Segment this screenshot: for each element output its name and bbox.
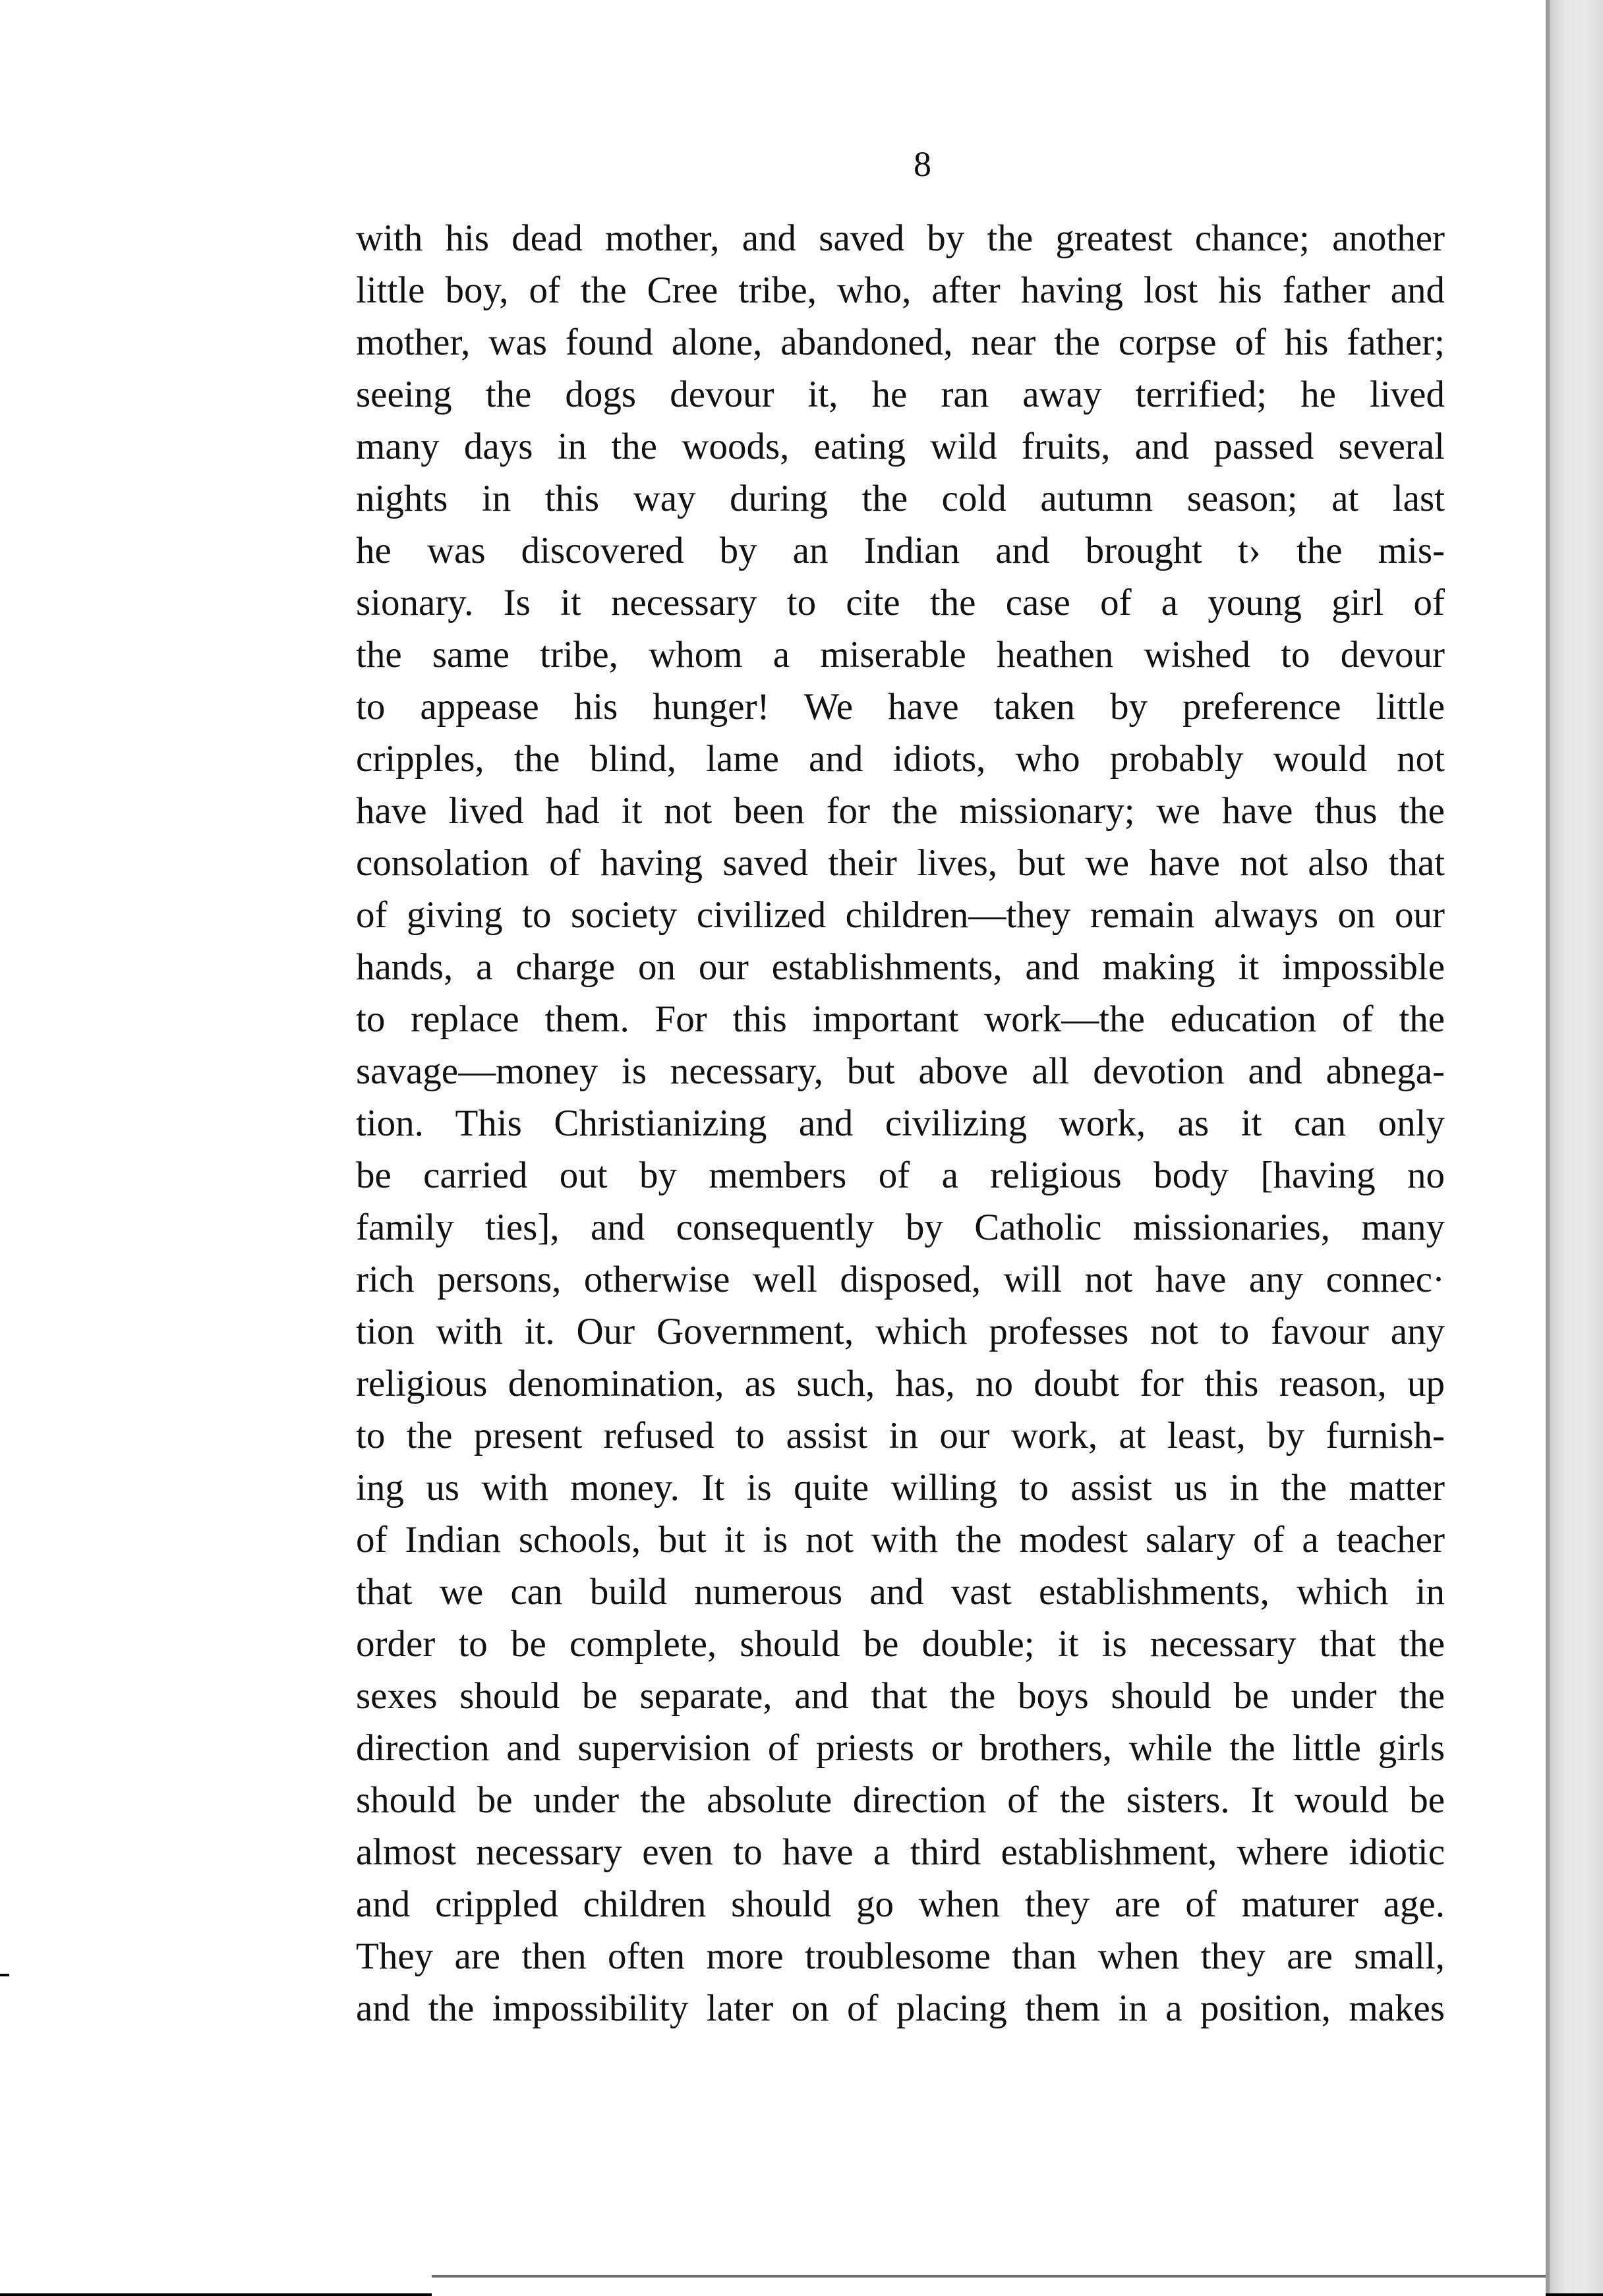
- text-line: of giving to society civilized children—they remain always on our: [356, 894, 1445, 936]
- text-line: religious denomination, as such, has, no doubt for this reason, up: [356, 1363, 1445, 1404]
- text-line: family ties], and consequently by Catholic missionaries, many: [356, 1207, 1445, 1248]
- text-line: hands, a charge on our establishments, and making it impossible: [356, 946, 1445, 988]
- text-line: rich persons, otherwise well disposed, will not have any connec·: [356, 1259, 1445, 1300]
- text-line: cripples, the blind, lame and idiots, who probably would not: [356, 738, 1445, 780]
- text-line: the same tribe, whom a miserable heathen wished to devour: [356, 634, 1445, 675]
- text-line: savage—money is necessary, but above all devotion and abnega-: [356, 1050, 1445, 1092]
- text-line: ing us with money. It is quite willing to assist us in the matter: [356, 1467, 1445, 1508]
- text-line: with his dead mother, and saved by the greatest chance; another: [356, 217, 1445, 259]
- text-line: consolation of having saved their lives, but we have not also that: [356, 842, 1445, 884]
- text-line: be carried out by members of a religious body [having no: [356, 1155, 1445, 1196]
- text-line: he was discovered by an Indian and brought t› the mis-: [356, 530, 1445, 571]
- text-line: to the present refused to assist in our work, at least, by furnish-: [356, 1415, 1445, 1456]
- page-number: 8: [914, 144, 932, 184]
- text-line: mother, was found alone, abandoned, near the corpse of his father;: [356, 322, 1445, 363]
- text-line: to replace them. For this important work—the education of the: [356, 998, 1445, 1040]
- text-line: that we can build numerous and vast establishments, which in: [356, 1571, 1445, 1613]
- text-line: direction and supervision of priests or brothers, while the little girls: [356, 1727, 1445, 1769]
- text-line: little boy, of the Cree tribe, who, after having lost his father and: [356, 270, 1445, 311]
- text-line: sionary. Is it necessary to cite the case of a young girl of: [356, 582, 1445, 623]
- text-line: nights in this way during the cold autumn season; at last: [356, 478, 1445, 519]
- text-line: tion with it. Our Government, which professes not to favour any: [356, 1311, 1445, 1352]
- text-line: to appease his hunger! We have taken by preference little: [356, 686, 1445, 728]
- text-line: seeing the dogs devour it, he ran away terrified; he lived: [356, 374, 1445, 415]
- body-text: [356, 212, 1445, 2034]
- text-line: many days in the woods, eating wild fruits, and passed several: [356, 426, 1445, 467]
- bottom-page-edge: [432, 2275, 1546, 2296]
- page-edge-line: [1546, 0, 1550, 2293]
- text-line: order to be complete, should be double; it is necessary that the: [356, 1623, 1445, 1665]
- text-line: They are then often more troublesome than when they are small,: [356, 1936, 1445, 1977]
- text-line: sexes should be separate, and that the boys should be under the: [356, 1675, 1445, 1717]
- text-line: should be under the absolute direction of the sisters. It would be: [356, 1779, 1445, 1821]
- text-line: have lived had it not been for the missionary; we have thus the: [356, 790, 1445, 832]
- text-line: tion. This Christianizing and civilizing work, as it can only: [356, 1103, 1445, 1144]
- page-edge-shadow: [1546, 0, 1603, 2293]
- text-line: almost necessary even to have a third establishment, where idiotic: [356, 1831, 1445, 1873]
- text-line: of Indian schools, but it is not with the modest salary of a teacher: [356, 1519, 1445, 1561]
- text-line: and crippled children should go when they are of maturer age.: [356, 1883, 1445, 1925]
- text-line: and the impossibility later on of placing them in a position, makes: [356, 1988, 1445, 2029]
- scan-margin-mark: [0, 1974, 9, 1976]
